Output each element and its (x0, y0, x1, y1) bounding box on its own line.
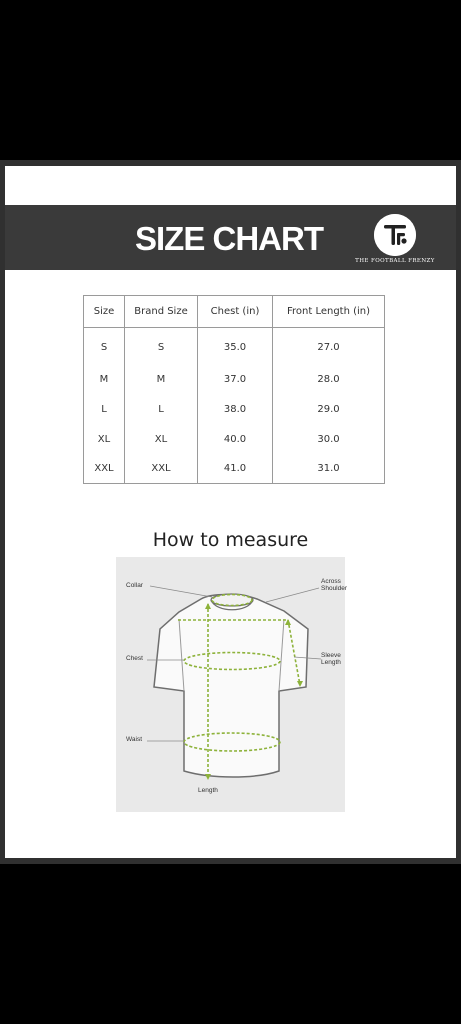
table-cell: XXL (125, 454, 198, 484)
sleeve-length-label-2: Length (321, 659, 341, 666)
table-cell: 28.0 (273, 364, 385, 394)
column-header: Brand Size (125, 296, 198, 328)
header-banner (5, 205, 456, 270)
table-cell: 41.0 (198, 454, 273, 484)
table-row (84, 394, 385, 424)
table-cell: 29.0 (273, 394, 385, 424)
table-cell: XL (84, 424, 125, 454)
table-cell: XXL (84, 454, 125, 484)
tf-logo-icon (374, 214, 416, 256)
size-table (83, 295, 385, 484)
table-cell: 27.0 (273, 328, 385, 365)
table-row (84, 424, 385, 454)
length-label: Length (198, 787, 218, 794)
column-header: Front Length (in) (273, 296, 385, 328)
size-chart-card (0, 160, 461, 864)
table-cell: 40.0 (198, 424, 273, 454)
waist-label: Waist (126, 736, 143, 743)
across-shoulder-label: Across (321, 578, 341, 585)
column-header: Chest (in) (198, 296, 273, 328)
sleeve-length-label: Sleeve (321, 652, 341, 659)
across-shoulder-label-2: Shoulder (321, 585, 348, 592)
table-cell: L (84, 394, 125, 424)
table-cell: 37.0 (198, 364, 273, 394)
table-cell: M (125, 364, 198, 394)
brand-name: THE FOOTBALL FRENZY (355, 258, 435, 264)
table-cell: 30.0 (273, 424, 385, 454)
how-to-measure-heading: How to measure (152, 529, 309, 551)
column-header: Size (84, 296, 125, 328)
brand-logo (374, 214, 416, 256)
table-row (84, 364, 385, 394)
table-cell: L (125, 394, 198, 424)
measure-diagram (116, 557, 348, 812)
table-cell: 35.0 (198, 328, 273, 365)
table-cell: 38.0 (198, 394, 273, 424)
collar-label: Collar (126, 582, 143, 589)
table-row (84, 454, 385, 484)
table-cell: S (84, 328, 125, 365)
table-row (84, 328, 385, 365)
chest-label: Chest (126, 655, 143, 662)
table-header-row (84, 296, 385, 328)
table-cell: S (125, 328, 198, 365)
table-cell: XL (125, 424, 198, 454)
size-chart-page (5, 166, 456, 858)
tshirt-diagram (116, 557, 348, 812)
table-cell: M (84, 364, 125, 394)
page-title: SIZE CHART (135, 220, 323, 257)
table-cell: 31.0 (273, 454, 385, 484)
